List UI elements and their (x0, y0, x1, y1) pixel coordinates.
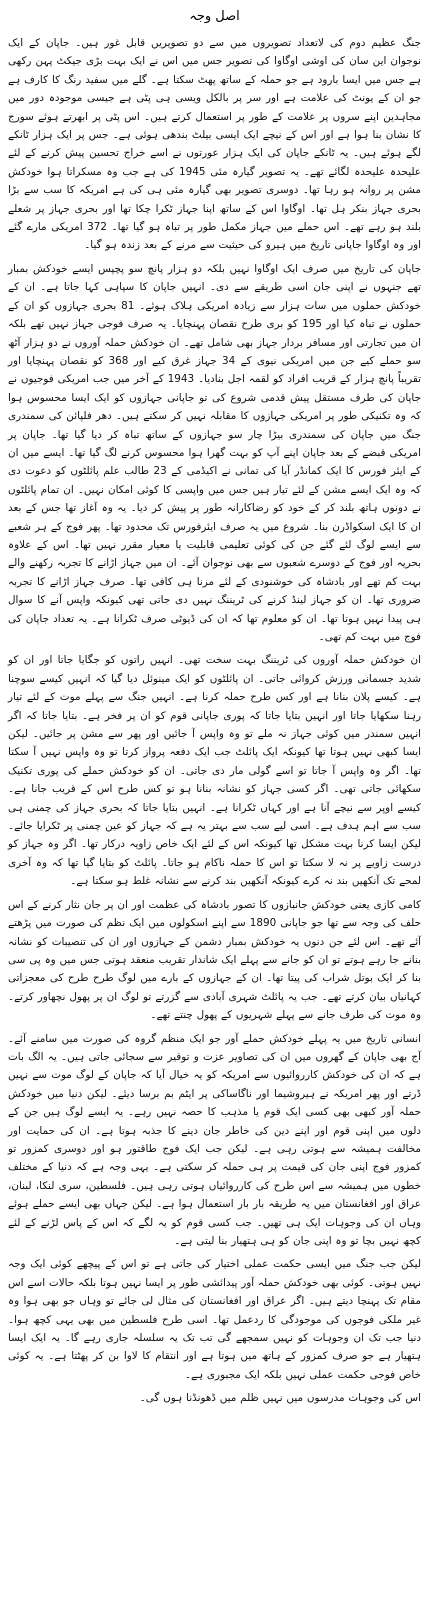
article-title: اصل وجہ (189, 9, 240, 24)
article-paragraph-1: جنگ عظیم دوم کی لاتعداد تصویروں میں سے دو تصویریں قابل غور ہیں۔ جاپان کے ایک نوجوان این سان کی اوشی اوگاوا کی تصویر جس میں اس نے ایک بہت بڑی جیکٹ پہن رکھی ہے جس میں ایسا بارود ہے جو حملہ کے ساتھ پھٹ سکتا ہے۔ گلے میں سفید رنگ کا کارف ہے جو ان کے یونٹ کی علامت ہے اور سر پر بالکل ویسی ہی پٹی ہے جیسی موجودہ دور میں مجاہدین اپنے سروں پر علامت کے طور پر استعمال کرتے ہیں۔ اس پٹی پر ابھرتے ہوئے سورج کا نشان بنا ہوا ہے اور اس کے نیچے ایک ایسی بیلٹ بندھی ہوئی ہے۔ جس پر ایک ہزار ٹانکے لگے ہوئے ہیں۔ یہ ٹانکے جاپان کی ایک ہزار عورتوں نے اسے خراج تحسین پیش کرنے کے لئے علیحدہ علیحدہ لگائے تھے۔ یہ تصویر گیارہ مئی 1945 کی ہے جب وہ مسکراتا ہوا خودکش مشن پر روانہ ہو رہا تھا۔ دوسری تصویر بھی گیارہ مئی ہی کی ہے امریکہ کا سب سے بڑا بحری جہاز بنکر ہل تھا۔ اوگاوا اس کے ساتھ اپنا جہاز ٹکرا چکا تھا اور بحری جہاز پر شعلے بلند ہو رہے تھے۔ اس حملے میں جہاز مکمل طور پر تباہ ہو گیا تھا۔ 372 امریکی مارے گئے اور وہ اوگاوا جاپانی تاریخ میں ہیرو کی حیثیت سے مرنے کے بعد زندہ ہو گیا۔ (8, 37, 421, 252)
article-paragraph-6: لیکن جب جنگ میں ایسی حکمت عملی اختیار کی جاتی ہے تو اس کے پیچھے کوئی ایک وجہ نہیں ہوتی۔ کوئی بھی خودکش حملہ آور پیدائشی طور پر ایسا نہیں ہوتا بلکہ حالات اسے اس مقام تک پہنچا دیتے ہیں۔ اگر عراق اور افغانستان کی مثال لی جائے تو وہاں جو بھی ہوا وہ غیر ملکی فوجوں کی موجودگی کا ردعمل تھا۔ اسی طرح فلسطین میں بھی یہی کچھ ہوا۔ دنیا جب تک ان وجوہات کو نہیں سمجھے گی تب تک یہ سلسلہ جاری رہے گا۔ یہ ایک ایسا ہتھیار ہے جو صرف کمزور کے ہاتھ میں ہوتا ہے اور انتقام کا لاوا بن کر پھٹتا ہے۔ یہ کوئی خاص فوجی حکمت عملی نہیں بلکہ ایک مجبوری ہے۔ (8, 1258, 421, 1381)
article-paragraph-4: کامی کازی یعنی خودکش جانبازوں کا تصور بادشاہ کی عظمت اور ان پر جان نثار کرنے کے اس حلف کی وجہ سے تھا جو جاپانی 1890 سے اپنے اسکولوں میں ایک نظم کی صورت میں پڑھتے آئے تھے۔ اس لئے جن دنوں یہ خودکش بمبار دشمن کے جہازوں اور ان کی تنصیبات کو نشانہ بنانے جا رہے ہوتے تو ان کو جانے سے پہلے ایک شاندار تقریب منعقد ہوتی جس میں وہ پی سی بنا کر ایک بوتل شراب کی پیتا تھا۔ ان کے جہازوں کے بارے میں لوگ طرح طرح کی معجزاتی کہانیاں بیان کرتے تھے۔ جب یہ پائلٹ شہری آبادی سے گزرتے تو لوگ ان پر پھول نچھاور کرتے۔ وہ موت کی طرف جانے سے پہلے شہریوں کے پھول چنتے تھے۔ (8, 898, 421, 1022)
article-paragraph-3: ان خودکش حملہ آوروں کی ٹریننگ بہت سخت تھی۔ انہیں راتوں کو جگایا جاتا اور ان کو شدید جسمانی ورزش کروائی جاتی۔ ان پائلٹوں کو ایک مینوئل دیا گیا کہ انہیں کیسے سوچنا ہے۔ کیسے پلان بنانا ہے اور کس طرح حملہ کرنا ہے۔ انہیں جنگ سے پہلے موت کے لئے تیار رہنا سکھایا جاتا اور انہیں بتایا جاتا کہ پوری جاپانی قوم کو ان پر فخر ہے۔ بتایا جاتا کہ اگر انہیں سمندر میں کوئی جہاز نہ ملے تو وہ واپس آ جائیں اور پھر سے مشن پر جائیں۔ لیکن ایسا کبھی نہیں ہوتا تھا کیونکہ ایک پائلٹ جب ایک دفعہ پرواز کرتا تو وہ واپس نہیں آ سکتا تھا۔ اگر وہ واپس آ جاتا تو اسے گولی مار دی جاتی۔ ان کو خودکش حملے کی پوری تکنیک سکھائی جاتی تھی۔ اگر کسی جہاز کو نشانہ بنانا ہو تو کس طرح اس کے قریب جانا ہے۔ کیسے اوپر سے نیچے آنا ہے اور کہاں ٹکرانا ہے۔ انہیں بتایا جاتا کہ بحری جہاز کی چمنی ہی سب سے اہم ہدف ہے۔ اسی لیے سب سے بہتر یہ ہے کہ جہاز کو عین چمنی پر ٹکرایا جائے۔ لیکن ایسا کرنا بہت مشکل تھا کیونکہ اس کے لئے ایک خاص زاویہ درکار تھا۔ اگر وہ جہاز کو درست زاویے پر نہ لا سکتا تو اس کا حملہ ناکام ہو جاتا۔ پائلٹ کو بتایا گیا تھا کہ وہ آخری لمحے تک آنکھیں بند نہ کرے کیونکہ آنکھیں بند کرنے سے نشانہ غلط ہو سکتا ہے۔ (8, 654, 421, 888)
article-paragraph-5: انسانی تاریخ میں یہ پہلے خودکش حملے آور جو ایک منظم گروہ کی صورت میں سامنے آئے۔ آج بھی جاپان کے گھروں میں ان کی تصاویر عزت و توقیر سے سجائی جاتی ہیں۔ یہ الگ بات ہے کہ ان کی خودکش کارروائیوں سے امریکہ کو یہ خیال آیا کہ جاپان کے لوگ موت سے نہیں ڈرتے اور پھر امریکہ نے ہیروشیما اور ناگاساکی پر ایٹم بم برسا دیئے۔ لیکن دنیا میں خودکش حملہ آور کبھی بھی کسی ایک قوم یا مذہب کا حصہ نہیں رہے۔ یہ ایسے لوگ ہیں جن کے دلوں میں اپنی قوم اور اپنے دین کی خاطر جان دینے کا جذبہ ہوتا ہے۔ ان کی حمایت اور مخالفت ہمیشہ سے ہوتی رہی ہے۔ لیکن جب ایک فوج طاقتور ہو اور دوسری کمزور تو کمزور فوج اپنی جان کی قیمت پر ہی حملہ کر سکتی ہے۔ یہی وجہ ہے کہ دنیا کے مختلف خطوں میں ہمیشہ سے اس طرح کی کارروائیاں ہوتی رہی ہیں۔ فلسطین، سری لنکا، لبنان، عراق اور افغانستان میں یہ طریقہ بار بار استعمال ہوا ہے۔ لیکن جہاں بھی ایسے حملے ہوئے وہاں ان کی وجوہات ایک ہی تھیں۔ جب کسی قوم کو یہ لگے کہ اس کے پاس لڑنے کے لئے کچھ نہیں بچا تو وہ اپنی جان کو ہی ہتھیار بنا لیتی ہے۔ (8, 1032, 421, 1247)
article-paragraph-7: اس کی وجوہات مدرسوں میں نہیں ظلم میں ڈھونڈنا ہوں گی۔ (139, 1392, 421, 1405)
article-paragraph-2: جاپان کی تاریخ میں صرف ایک اوگاوا نہیں بلکہ دو ہزار پانچ سو پچپس ایسے خودکش بمبار تھے جنہوں نے اپنی جان اسی طریقے سے دی۔ انہیں جاپان کا سپاہی کہا جاتا ہے۔ ان کے خودکش حملوں میں سات ہزار سے زیادہ امریکی ہلاک ہوئے۔ 81 بحری جہازوں کو ان کے حملوں نے تباہ کیا اور 195 کو بری طرح نقصان پہنچایا۔ یہ صرف فوجی جہاز نہیں تھے بلکہ ان میں تجارتی اور مسافر بردار جہاز بھی شامل تھے۔ ان خودکش حملہ آوروں نے دو ہزار آٹھ سو حملے کیے جن میں امریکی نیوی کے 34 جہاز غرق کیے اور 368 کو نقصان پہنچایا اور تقریباً پانچ ہزار کے قریب افراد کو لقمہ اجل بنادیا۔ 1943 کے آخر میں جب امریکی فوجیوں نے جاپان کی طرف مستقل پیش قدمی شروع کی تو جاپانی جہازوں کو ایک ایسا محسوس ہوا کہ وہ تکنیکی طور پر امریکی جہازوں کا مقابلہ نہیں کر سکتے ہیں۔ دھر فلپائن کی سمندری جنگ میں جاپان کی سمندری بیڑا چار سو جہازوں کے ساتھ تباہ کر دیا گیا تھا۔ جاپان پر امریکی قبضے کے بعد جاپان اپنے آپ کو بہت گھرا ہوا محسوس کرنے لگ گیا تھا۔ ایسے میں ان کے ایئر فورس کا ایک کمانڈر آیا کی تمانی نے اکیڈمی کے 23 طالب علم پائلٹوں کو دعوت دی کہ وہ ایک ایسے مشن کے لئے تیار ہیں جس میں واپسی کا کوئی امکان نہیں۔ ان تمام پائلٹوں نے دونوں ہاتھ بلند کر کے خود کو رضاکارانہ طور پر پیش کر دیا۔ یہ وہ آغاز تھا جس کے بعد ان کا ایک اسکواڈرن بنا۔ شروع میں یہ صرف ایئرفورس تک محدود تھا۔ پھر فوج کے ہر شعبے سے ایسے لوگ لئے گئے جن کی کوئی تعلیمی قابلیت یا معیار مقرر نہیں تھا۔ اس کے علاوہ بحریہ اور فوج کے دوسرے شعبوں سے بھی نوجوان آئے۔ ان میں جہاز اڑانے کا تجربہ رکھنے والے بہت کم تھے اور بادشاہ کی خوشنودی کے لئے مرنا ہی کافی تھا۔ صرف جہاز اڑانے کا تجربہ ضروری تھا۔ ان کو جہاز لینڈ کرنے کی ٹریننگ نہیں دی جاتی تھی کیونکہ واپس آنے کا سوال ہی پیدا نہیں ہوتا تھا۔ ان کو معلوم تھا کہ ان کی ڈیوٹی صرف ٹکرانا ہے۔ یہ تعداد جاپان کی فوج میں بہت کم تھی۔ (8, 262, 422, 643)
